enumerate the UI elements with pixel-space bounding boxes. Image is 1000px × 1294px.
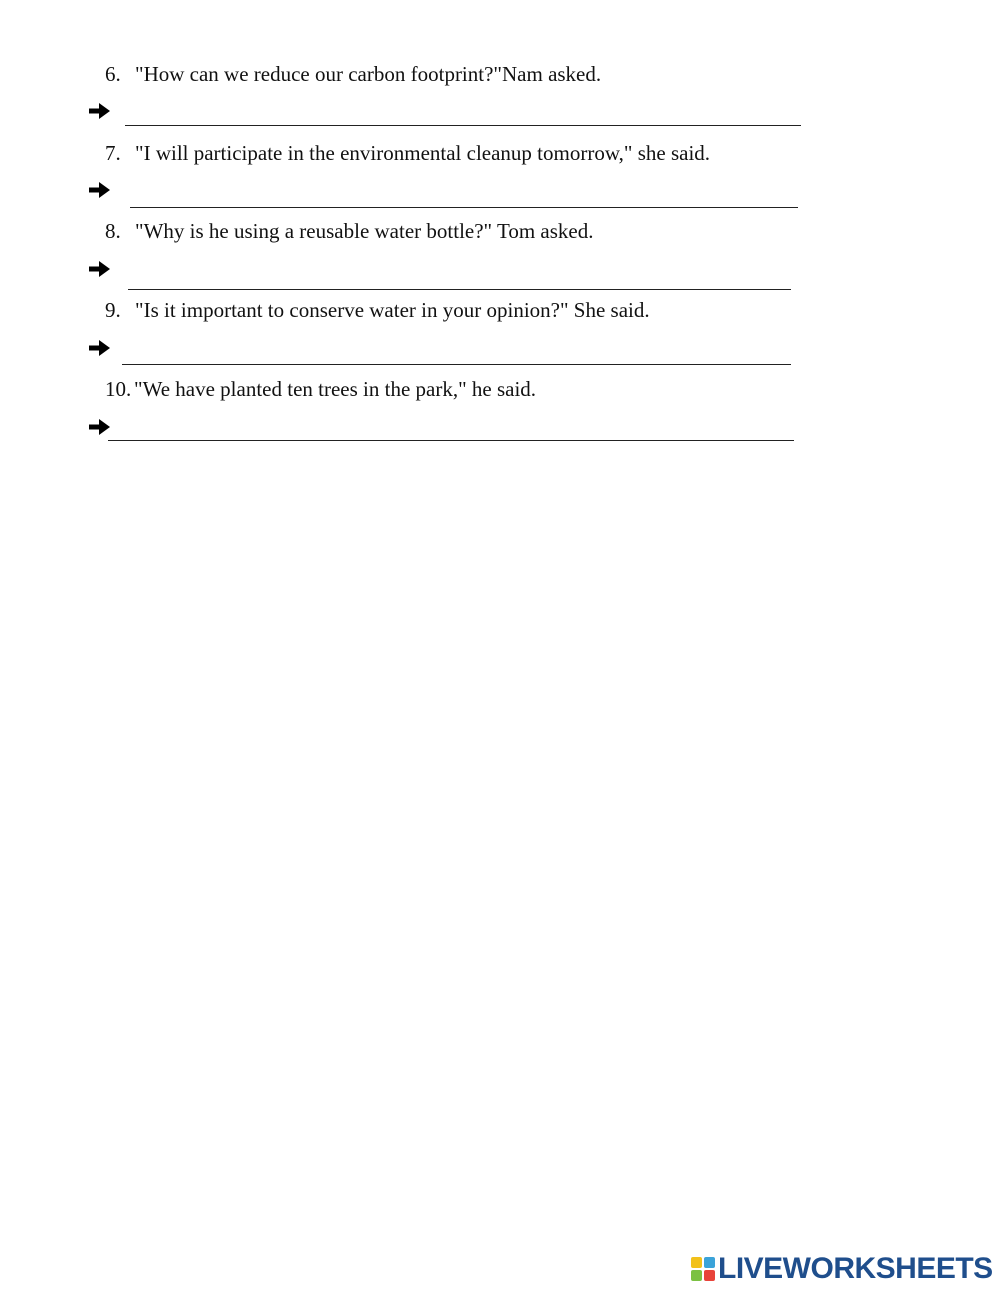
answer-line bbox=[108, 440, 794, 441]
question-text: "Is it important to conserve water in your opinion?" She said. bbox=[135, 298, 650, 322]
arrow-right-icon bbox=[88, 338, 112, 358]
question-number: 9. bbox=[105, 298, 121, 322]
question-number: 7. bbox=[105, 141, 121, 165]
question-number: 8. bbox=[105, 219, 121, 243]
arrow-right-icon bbox=[88, 417, 112, 437]
liveworksheets-logo bbox=[690, 1252, 993, 1286]
answer-line bbox=[122, 364, 791, 365]
liveworksheets-logo-icon bbox=[690, 1255, 716, 1283]
answer-input-8[interactable] bbox=[131, 264, 788, 288]
question-number: 10. bbox=[105, 377, 132, 401]
question-text: "How can we reduce our carbon footprint?"Nam asked. bbox=[135, 62, 602, 86]
arrow-right-icon bbox=[88, 180, 112, 200]
arrow-right-icon bbox=[88, 259, 112, 279]
question-6 bbox=[105, 61, 601, 87]
answer-input-7[interactable] bbox=[133, 182, 795, 206]
question-text: "We have planted ten trees in the park," he said. bbox=[134, 377, 537, 401]
question-number: 6. bbox=[105, 62, 121, 86]
answer-input-10[interactable] bbox=[111, 415, 791, 439]
answer-line bbox=[125, 125, 801, 126]
question-text: "I will participate in the environmental cleanup tomorrow," she said. bbox=[135, 141, 711, 165]
answer-input-9[interactable] bbox=[125, 339, 788, 363]
question-9 bbox=[105, 297, 650, 323]
brand-name: LIVEWORKSHEETS bbox=[718, 1252, 993, 1285]
answer-input-6[interactable] bbox=[128, 100, 798, 124]
question-7 bbox=[105, 140, 710, 166]
arrow-right-icon bbox=[88, 101, 112, 121]
answer-line bbox=[128, 289, 791, 290]
answer-line bbox=[130, 207, 798, 208]
question-text: "Why is he using a reusable water bottle?" Tom asked. bbox=[135, 219, 594, 243]
question-8 bbox=[105, 218, 594, 244]
question-10 bbox=[105, 376, 536, 402]
